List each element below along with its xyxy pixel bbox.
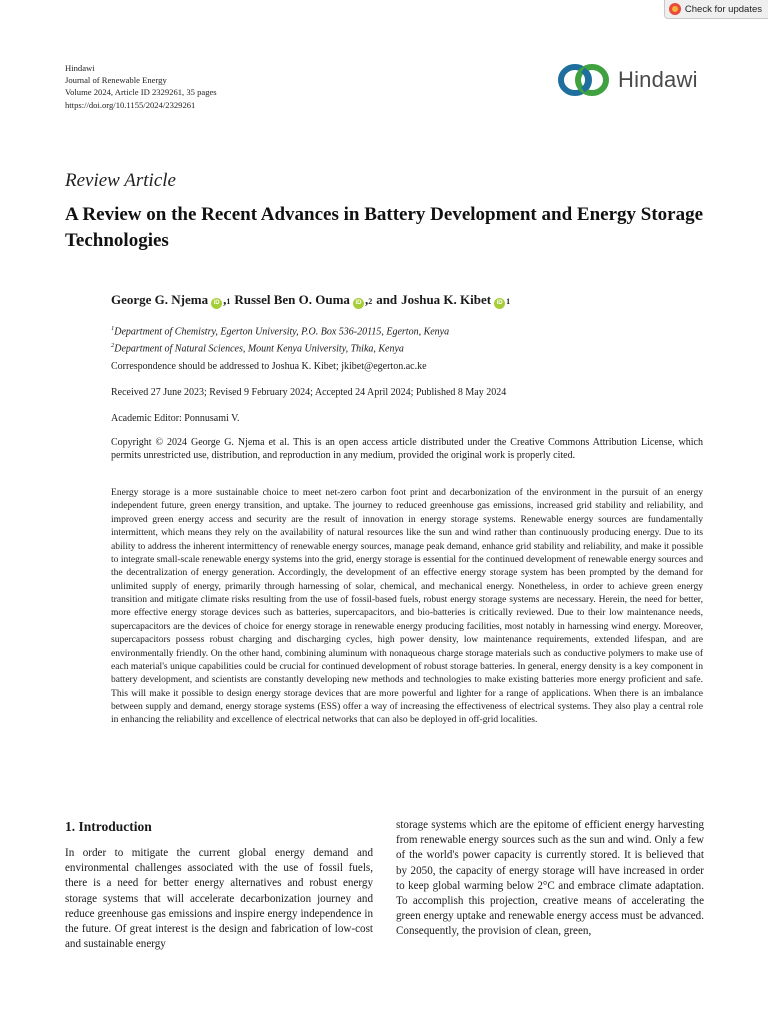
affiliation-text: Department of Chemistry, Egerton University, P.O. Box 536-20115, Egerton, Kenya [114,326,450,338]
article-title: A Review on the Recent Advances in Battery Development and Energy Storage Technologies [65,204,704,251]
correspondence-note: Correspondence should be addressed to Joshua K. Kibet; jkibet@egerton.ac.ke [111,361,427,372]
affiliation-sup: 1 [111,325,115,332]
author-affil-sup: 1 [506,297,511,306]
crossmark-icon [669,3,681,15]
author-list [111,292,510,309]
author-name[interactable]: George G. Njema [111,292,209,307]
hindawi-rings-icon [556,62,612,98]
author-separator: , [364,292,369,307]
journal-name: Journal of Renewable Energy [65,75,167,86]
hindawi-logo [556,62,698,98]
publisher-name: Hindawi [65,63,95,73]
affiliation-line [111,339,449,356]
author-separator: , [223,292,227,307]
body-column-right: storage systems which are the epitome of efficient energy harvesting from renewable energy sources such as the sun and wind. Only a few of the world's power capacity is currently stored. It is believed that by 2050, the capacity of energy storage will have increased in order to keep global warming below 2°C and embrace climate adaptation. To accomplish this projection, creative means of accelerating the green energy uptake and renewable energy access must be advanced. Consequently, the provision of clean, green, [396,819,704,938]
doi-link[interactable]: https://doi.org/10.1155/2024/2329261 [65,99,196,110]
academic-editor: Academic Editor: Ponnusami V. [111,413,240,424]
affiliation-text: Department of Natural Sciences, Mount Kenya University, Thika, Kenya [114,343,404,355]
orcid-icon[interactable]: iD [211,298,222,309]
author-affil-sup: 2 [368,297,373,306]
orcid-icon[interactable]: iD [494,298,505,309]
orcid-icon[interactable]: iD [353,298,364,309]
volume-line: Volume 2024, Article ID 2329261, 35 pages [65,87,217,98]
copyright-notice: Copyright © 2024 George G. Njema et al. This is an open access article distributed under the Creative Commons Attribution License, which permits unrestricted use, distribution, and reproduction in any medium, provided the original work is properly cited. [111,437,703,461]
author-conjunction: and [376,292,398,307]
author-name[interactable]: Joshua K. Kibet [401,292,492,307]
publication-dates: Received 27 June 2023; Revised 9 February 2024; Accepted 24 April 2024; Published 8 May 2024 [111,387,507,398]
body-column-left: In order to mitigate the current global energy demand and environmental challenges associated with the use of fossil fuels, there is a need for better energy alternatives and robust energy storage systems that will accelerate decarbonization journey and reduce greenhouse gas emissions and inspire energy independence in the future. Of great interest is the design and fabrication of low-cost and sustainable energy [65,847,373,951]
author-name[interactable]: Russel Ben O. Ouma [234,292,350,307]
abstract-text: Energy storage is a more sustainable choice to meet net-zero carbon foot print and decarbonization of the environment in the pursuit of an energy independent future, green energy transition, and uptake. The journey to reduced greenhouse gas emissions, increased grid stability and reliability, and improved green energy access and security are the result of innovation in energy storage systems. Renewable energy sources are fundamentally intermittent, which means they rely on the availability of natural resources like the sun and wind rather than continuously producing energy. Due to its ability to address the inherent intermittency of renewable energy sources, manage peak demand, enhance grid stability and reliability, and make it possible to integrate small-scale renewable energy systems into the grid, energy storage is essential for the continued development of renewable energy sources and the decentralization of energy generation. Accordingly, the development of an effective energy storage system has been prompted by the demand for unlimited supply of energy, primarily through harnessing of solar, chemical, and mechanical energy. Nonetheless, in order to achieve green energy transition and mitigate climate risks resulting from the use of fossil-based fuels, robust energy storage systems are necessary. Herein, the need for better, more effective energy storage devices such as batteries, supercapacitors, and bio-batteries is critically reviewed. Due to their low maintenance needs, supercapacitors are the devices of choice for energy storage in renewable energy producing facilities, most notably in harnessing wind energy. Moreover, supercapacitors possess robust charging and discharging cycles, high power density, low maintenance requirements, extended lifespan, and are environmentally friendly. On the other hand, combining aluminum with nonaqueous charge storage materials such as conductive polymers to make use of each material's unique capabilities could be crucial for continued development of robust storage batteries. In general, energy density is a key component in battery development, and scientists are constantly developing new methods and technologies to make existing batteries more energy proficient and safe. This will make it possible to design energy storage devices that are more powerful and lighter for a range of applications. When there is an imbalance between supply and demand, energy storage systems (ESS) offer a way of increasing the effectiveness of electrical systems. They also play a central role in enhancing the reliability and excellence of electrical networks that can also be deployed in off-grid localities. [111,487,703,726]
journal-meta [65,62,217,111]
article-type: Review Article [65,170,176,191]
check-for-updates-label: Check for updates [684,3,762,15]
author-affil-sup: 1 [226,297,231,306]
affiliations [111,322,449,357]
hindawi-wordmark: Hindawi [618,67,698,92]
section-heading: 1. Introduction [65,819,152,834]
affiliation-line [111,322,449,339]
check-for-updates-button[interactable] [664,0,768,19]
affiliation-sup: 2 [111,342,115,350]
